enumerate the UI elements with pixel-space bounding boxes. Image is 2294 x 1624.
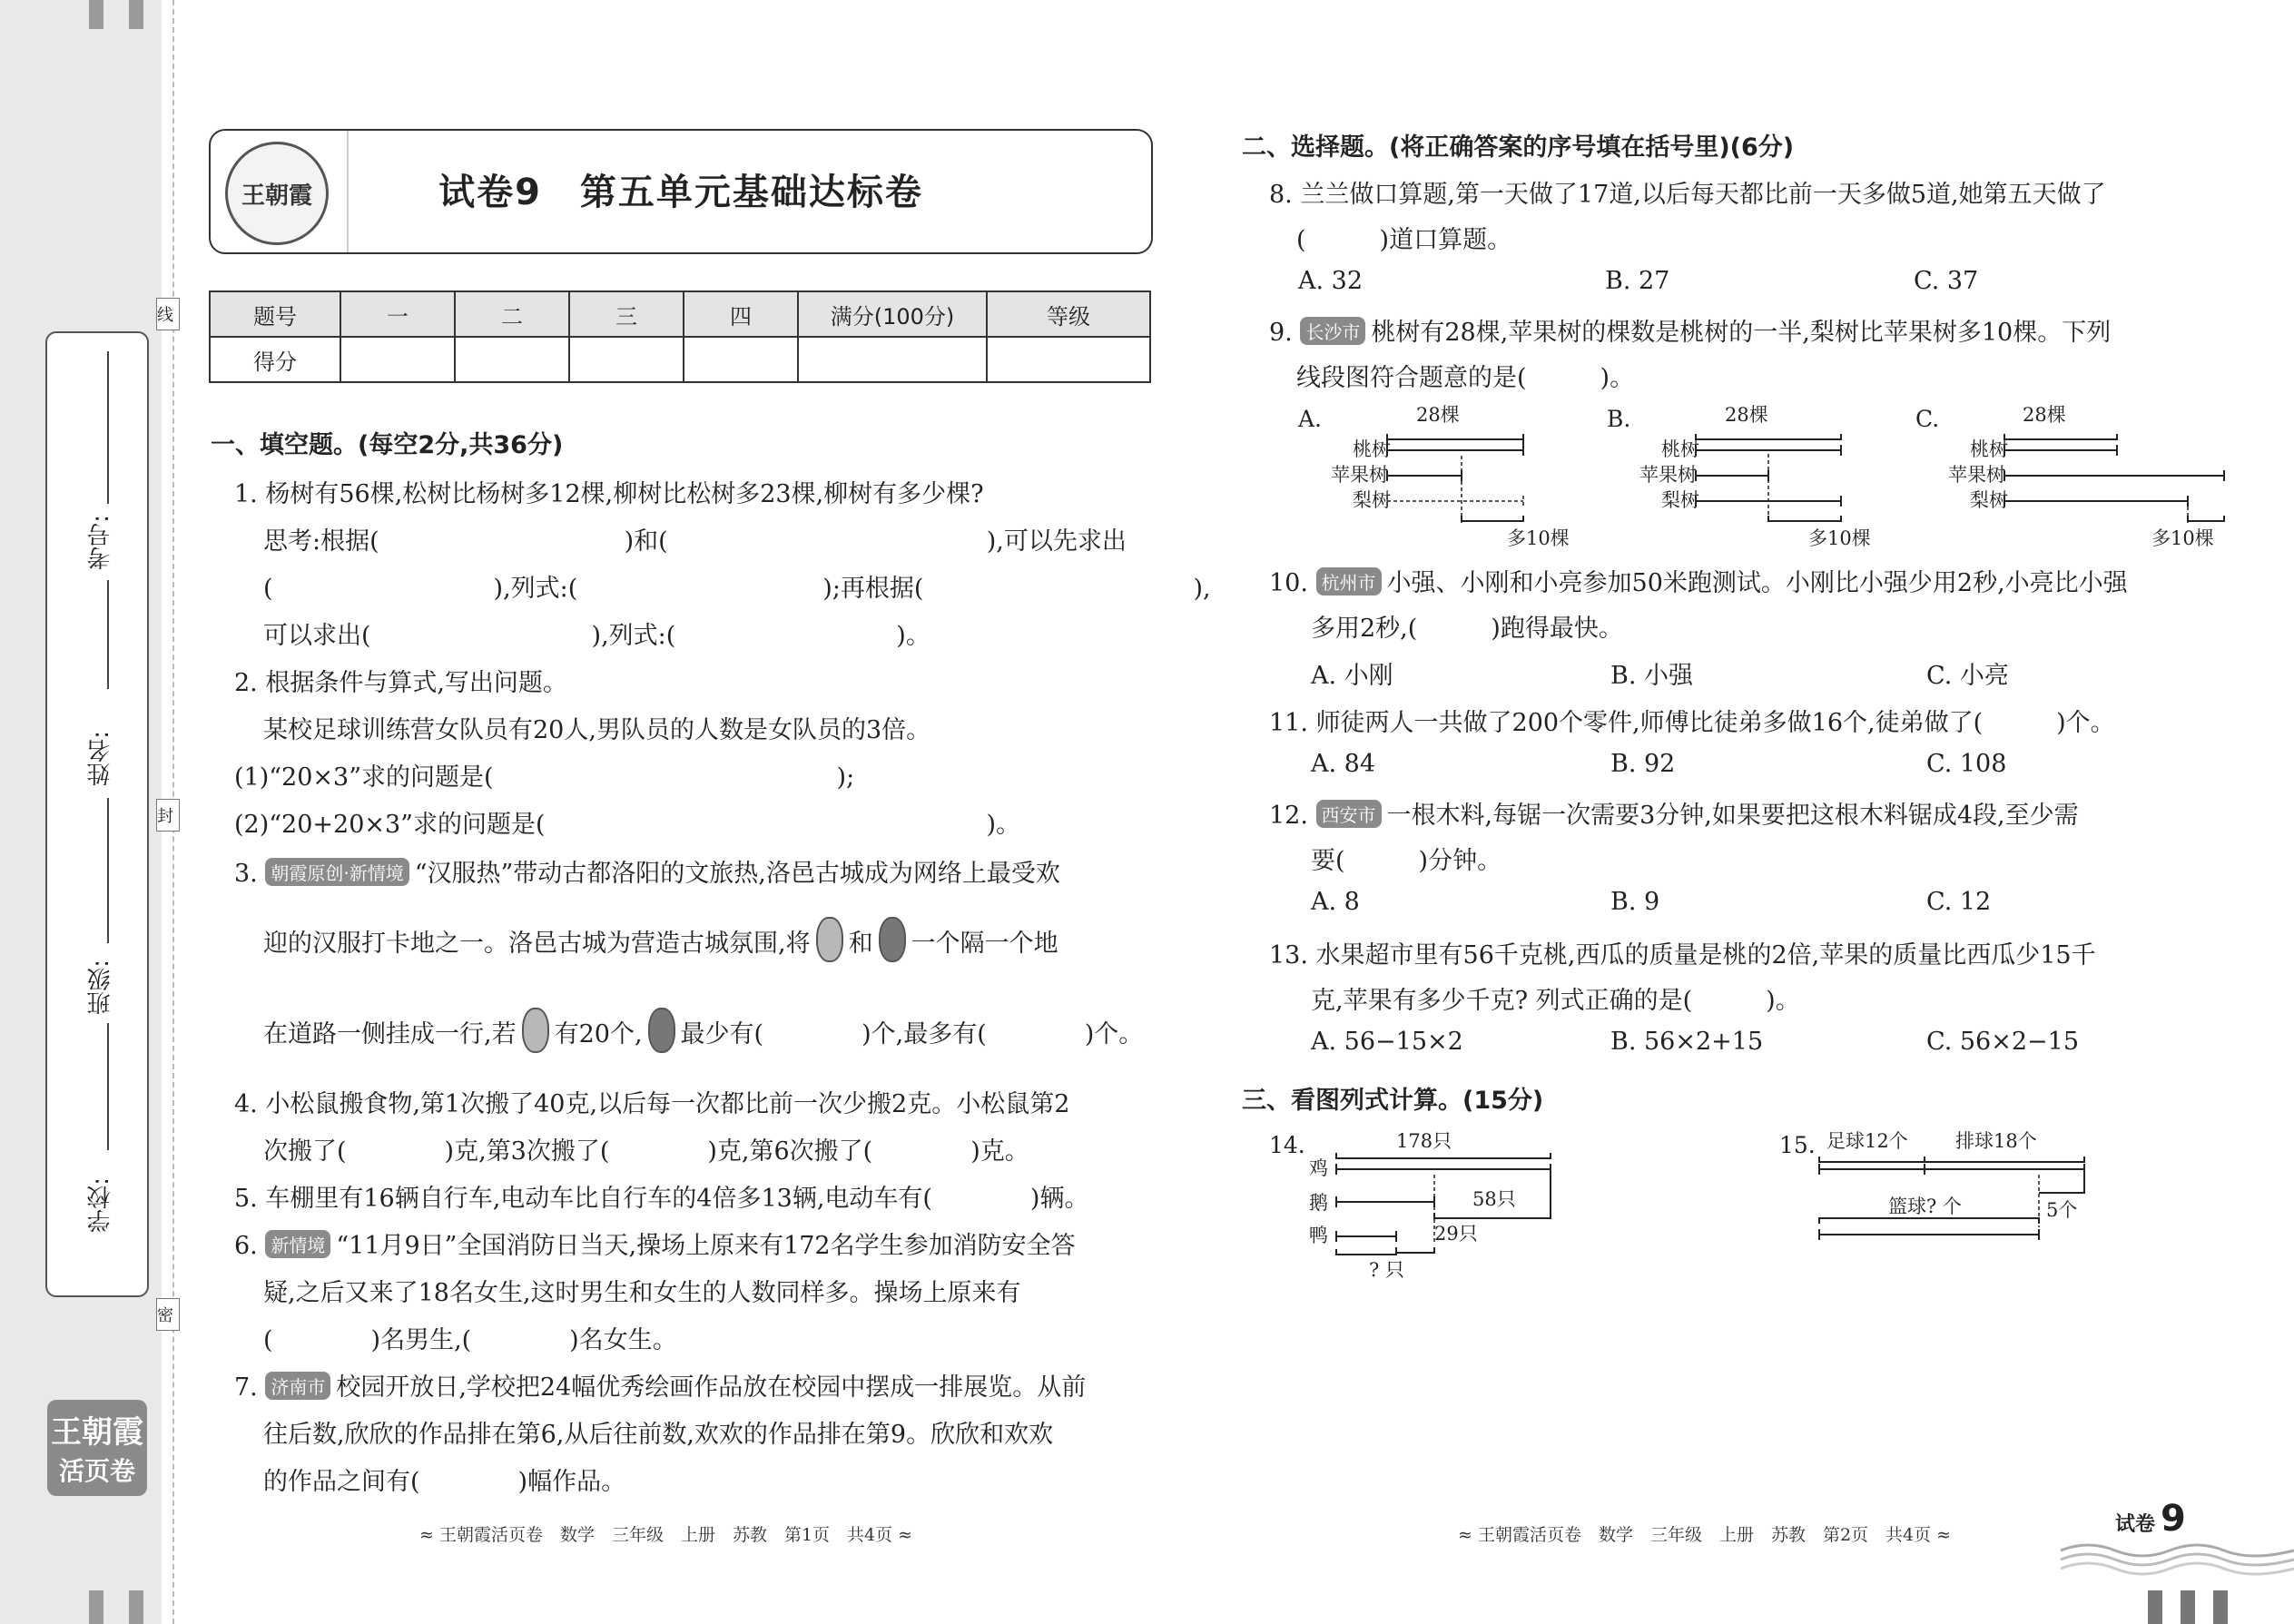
- exam-number-label: 考号:: [87, 515, 114, 570]
- q9-line-1: [1269, 312, 2111, 348]
- q10-number: 10.: [1269, 569, 1316, 597]
- q9-text: 线段图符合题意的是( )。: [1296, 364, 1635, 392]
- q6-number: 6.: [234, 1232, 266, 1260]
- q12-option-a: A. 8: [1311, 888, 1360, 916]
- section-3-heading: 三、看图列式计算。(15分): [1242, 1087, 1544, 1115]
- q2-text: 2. 根据条件与算式,写出问题。: [234, 669, 567, 697]
- q7-tag: 济南市: [265, 1372, 330, 1400]
- q4-text: 4. 小松鼠搬食物,第1次搬了40克,以后每一次都比前一次少搬2克。小松鼠第2: [234, 1090, 1070, 1118]
- score-value-row: [210, 337, 1150, 382]
- q7-number: 7.: [234, 1373, 266, 1402]
- section-1-heading: 一、填空题。(每空2分,共36分): [211, 431, 564, 459]
- tab-mark: [2213, 1590, 2228, 1624]
- q6-line-1: [234, 1225, 1076, 1261]
- q9-option-c: C.: [1915, 406, 1940, 432]
- q14-label-29: 29只: [1434, 1223, 1478, 1245]
- diagram-label-28: 28棵: [1725, 404, 1768, 426]
- q10-text: 小强、小刚和小亮参加50米跑测试。小刚比小强少用2秒,小亮比小强: [1386, 569, 2128, 597]
- q10-option-b: B. 小强: [1610, 662, 1694, 690]
- q12-line-1: [1269, 795, 2079, 831]
- q11-text: 11. 师徒两人一共做了200个零件,师傅比徒弟多做16个,徒弟做了( )个。: [1269, 709, 2115, 737]
- q14-number: 14.: [1269, 1132, 1305, 1158]
- right-page-footer: ≈ 王朝霞活页卷 数学 三年级 上册 苏教 第2页 共4页 ≈: [1458, 1525, 1952, 1545]
- exam-number-line: [107, 351, 109, 504]
- q1-think: 思考:根据( )和( ),可以先求出: [263, 527, 1127, 556]
- student-info-box: [45, 331, 149, 1297]
- tab-mark: [89, 0, 103, 29]
- q3-text: 迎的汉服打卡地之一。洛邑古城为营造古城氛围,将: [263, 930, 811, 958]
- q2-part-1: (1)“20×3”求的问题是( );: [234, 763, 855, 792]
- section-2-heading: 二、选择题。(将正确答案的序号填在括号里)(6分): [1242, 133, 1795, 162]
- score-cell[interactable]: [569, 337, 684, 382]
- q6-tag: 新情境: [265, 1230, 330, 1258]
- q2-part-2: (2)“20+20×3”求的问题是( )。: [234, 811, 1021, 839]
- binding-char-seal: 封: [156, 799, 180, 832]
- q12-option-b: B. 9: [1610, 888, 1660, 916]
- q8-option-b: B. 27: [1605, 267, 1670, 295]
- q8-option-c: C. 37: [1914, 267, 1979, 295]
- q3-text: 一个隔一个地: [911, 930, 1058, 958]
- row-label-peach: 桃树: [1661, 438, 1699, 460]
- q3-number: 3.: [234, 860, 266, 888]
- q7-text: 往后数,欣欣的作品排在第6,从后往前数,欢欢的作品排在第9。欣欣和欢欢: [263, 1421, 1054, 1449]
- q10-option-c: C. 小亮: [1926, 662, 2009, 690]
- q8-text: ( )道口算题。: [1296, 226, 1512, 254]
- school-label: 学校:: [87, 1177, 114, 1233]
- binding-char-line: 线: [156, 298, 180, 330]
- q3-text: 在道路一侧挂成一行,若: [263, 1020, 517, 1048]
- score-cell[interactable]: [987, 337, 1150, 382]
- score-header-cell: 满分(100分): [798, 291, 987, 337]
- q11-option-b: B. 92: [1610, 750, 1676, 778]
- q9-tag: 长沙市: [1300, 317, 1365, 345]
- q3-text: 最少有( )个,最多有( )个。: [680, 1020, 1144, 1048]
- q14-row-goose: 鹅: [1309, 1192, 1328, 1214]
- page-title: 试卷9 第五单元基础达标卷: [438, 172, 923, 213]
- q13-text: 13. 水果超市里有56千克桃,西瓜的质量是桃的2倍,苹果的质量比西瓜少15千: [1269, 941, 2096, 969]
- binding-char-secret: 密: [156, 1298, 180, 1331]
- row-label-peach: 桃树: [1353, 438, 1391, 460]
- row-label-apple: 苹果树: [1948, 464, 2005, 486]
- q3-tag: 朝霞原创·新情境: [265, 858, 409, 886]
- q6-text: ( )名男生,( )名女生。: [263, 1326, 677, 1354]
- row-label-peach: 桃树: [1970, 438, 2008, 460]
- name-label: 姓名:: [87, 731, 114, 786]
- q12-text: 一根木料,每锯一次需要3分钟,如果要把这根木料锯成4段,至少需: [1386, 802, 2079, 830]
- q14-diagram: [1262, 1122, 1570, 1282]
- q3-text: 有20个,: [554, 1020, 643, 1048]
- tab-mark: [2148, 1590, 2162, 1624]
- score-header-cell: 一: [340, 291, 455, 337]
- q9-segment-diagrams: [1289, 399, 2214, 554]
- q14-total-label: 178只: [1396, 1130, 1452, 1152]
- q13-option-c: C. 56×2−15: [1926, 1028, 2079, 1056]
- lantern-icon: [816, 917, 843, 962]
- q14-row-duck: 鸭: [1309, 1225, 1328, 1246]
- q3-line-2: [263, 917, 1058, 962]
- q8-option-a: A. 32: [1298, 267, 1364, 295]
- tab-mark: [2181, 1590, 2195, 1624]
- q14-label-58: 58只: [1472, 1188, 1516, 1210]
- title-box: [209, 129, 1153, 254]
- seal-text: 王朝霞: [241, 182, 312, 210]
- q11-option-c: C. 108: [1926, 750, 2007, 778]
- lantern-icon: [522, 1008, 549, 1053]
- q5-text: 5. 车棚里有16辆自行车,电动车比自行车的4倍多13辆,电动车有( )辆。: [234, 1185, 1089, 1213]
- score-cell[interactable]: [455, 337, 569, 382]
- q15-label-5: 5个: [2046, 1199, 2078, 1221]
- q2-condition: 某校足球训练营女队员有20人,男队员的人数是女队员的3倍。: [263, 716, 931, 744]
- left-page-footer: ≈ 王朝霞活页卷 数学 三年级 上册 苏教 第1页 共4页 ≈: [419, 1525, 913, 1545]
- tab-mark: [89, 1590, 103, 1624]
- q6-text: 疑,之后又来了18名女生,这时男生和女生的人数同样多。操场上原来有: [263, 1279, 1021, 1307]
- q14-label-question: ? 只: [1369, 1259, 1404, 1281]
- q15-basketball-label: 篮球? 个: [1888, 1196, 1962, 1217]
- score-header-row: [210, 291, 1150, 337]
- tab-mark: [129, 0, 143, 29]
- diagram-label-more: 多10棵: [1808, 527, 1871, 549]
- diagram-label-more: 多10棵: [2151, 527, 2214, 549]
- score-row-label: 得分: [210, 337, 340, 382]
- lantern-icon: [879, 917, 906, 962]
- q9-text: 桃树有28棵,苹果树的棵数是桃树的一半,梨树比苹果树多10棵。下列: [1371, 319, 2112, 347]
- q4-text: 次搬了( )克,第3次搬了( )克,第6次搬了( )克。: [263, 1137, 1029, 1166]
- score-cell[interactable]: [684, 337, 798, 382]
- row-label-apple: 苹果树: [1331, 464, 1388, 486]
- q10-text: 多用2秒,( )跑得最快。: [1311, 615, 1623, 643]
- lantern-icon: [648, 1008, 675, 1053]
- q7-text: 的作品之间有( )幅作品。: [263, 1468, 626, 1496]
- brand-logo: [47, 1400, 147, 1496]
- score-header-cell: 四: [684, 291, 798, 337]
- score-cell[interactable]: [340, 337, 455, 382]
- name-line: [107, 798, 109, 943]
- q15-number: 15.: [1779, 1132, 1816, 1158]
- class-line: [107, 1023, 109, 1150]
- q1-think: 可以求出( ),列式:( )。: [263, 622, 930, 650]
- score-header-cell: 题号: [210, 291, 340, 337]
- q15-volleyball-label: 排球18个: [1955, 1130, 2037, 1152]
- score-cell[interactable]: [798, 337, 987, 382]
- q15-football-label: 足球12个: [1826, 1130, 1908, 1152]
- score-header-cell: 二: [455, 291, 569, 337]
- q12-option-c: C. 12: [1926, 888, 1992, 916]
- q13-option-a: A. 56−15×2: [1311, 1028, 1463, 1056]
- q3-and: 和: [848, 930, 873, 958]
- q14-row-chicken: 鸡: [1309, 1157, 1328, 1179]
- diagram-label-28: 28棵: [1416, 404, 1460, 426]
- q11-option-a: A. 84: [1311, 750, 1376, 778]
- q1-text: 1. 杨树有56棵,松树比杨树多12棵,柳树比松树多23棵,柳树有多少棵?: [234, 480, 984, 508]
- diagram-label-28: 28棵: [2023, 404, 2066, 426]
- score-header-cell: 三: [569, 291, 684, 337]
- q8-text: 8. 兰兰做口算题,第一天做了17道,以后每天都比前一天多做5道,她第五天做了: [1269, 181, 2106, 209]
- q9-option-b: B.: [1607, 406, 1631, 432]
- q12-number: 12.: [1269, 802, 1316, 830]
- page-number: 9: [2161, 1498, 2186, 1540]
- q10-line-1: [1269, 563, 2128, 598]
- q9-diagram-b: [1607, 404, 1871, 549]
- brand-name: 王朝霞: [51, 1414, 143, 1451]
- score-header-cell: 等级: [987, 291, 1150, 337]
- q7-text: 校园开放日,学校把24幅优秀绘画作品放在校园中摆成一排展览。从前: [336, 1373, 1087, 1402]
- score-table: [209, 290, 1151, 383]
- q9-option-a: A.: [1298, 406, 1323, 432]
- q6-text: “11月9日”全国消防日当天,操场上原来有172名学生参加消防安全答: [336, 1232, 1076, 1260]
- row-label-pear: 梨树: [1661, 489, 1699, 511]
- q12-tag: 西安市: [1316, 800, 1382, 828]
- q15-diagram: [1776, 1122, 2102, 1258]
- row-label-pear: 梨树: [1353, 489, 1391, 511]
- q13-option-b: B. 56×2+15: [1610, 1028, 1764, 1056]
- q3-line-3: [263, 1008, 1143, 1053]
- exam-number-line: [107, 580, 109, 689]
- q10-option-a: A. 小刚: [1311, 662, 1393, 690]
- q13-text: 克,苹果有多少千克? 列式正确的是( )。: [1311, 987, 1800, 1015]
- q9-diagram-c: [1915, 404, 2224, 549]
- q3-text: “汉服热”带动古都洛阳的文旅热,洛邑古城成为网络上最受欢: [414, 860, 1060, 888]
- q7-line-1: [234, 1367, 1086, 1403]
- brand-subtitle: 活页卷: [58, 1456, 135, 1486]
- class-label: 班级:: [87, 960, 114, 1015]
- page-tag: 试卷: [2115, 1513, 2156, 1536]
- row-label-pear: 梨树: [1970, 489, 2008, 511]
- q12-text: 要( )分钟。: [1311, 847, 1502, 875]
- q9-number: 9.: [1269, 319, 1301, 347]
- q9-diagram-a: [1297, 404, 1570, 549]
- q1-think: ( ),列式:( );再根据( ),: [263, 575, 1211, 603]
- q10-tag: 杭州市: [1316, 567, 1382, 595]
- diagram-label-more: 多10棵: [1507, 527, 1570, 549]
- q3-line-1: [234, 853, 1060, 889]
- tab-mark: [129, 1590, 143, 1624]
- row-label-apple: 苹果树: [1639, 464, 1697, 486]
